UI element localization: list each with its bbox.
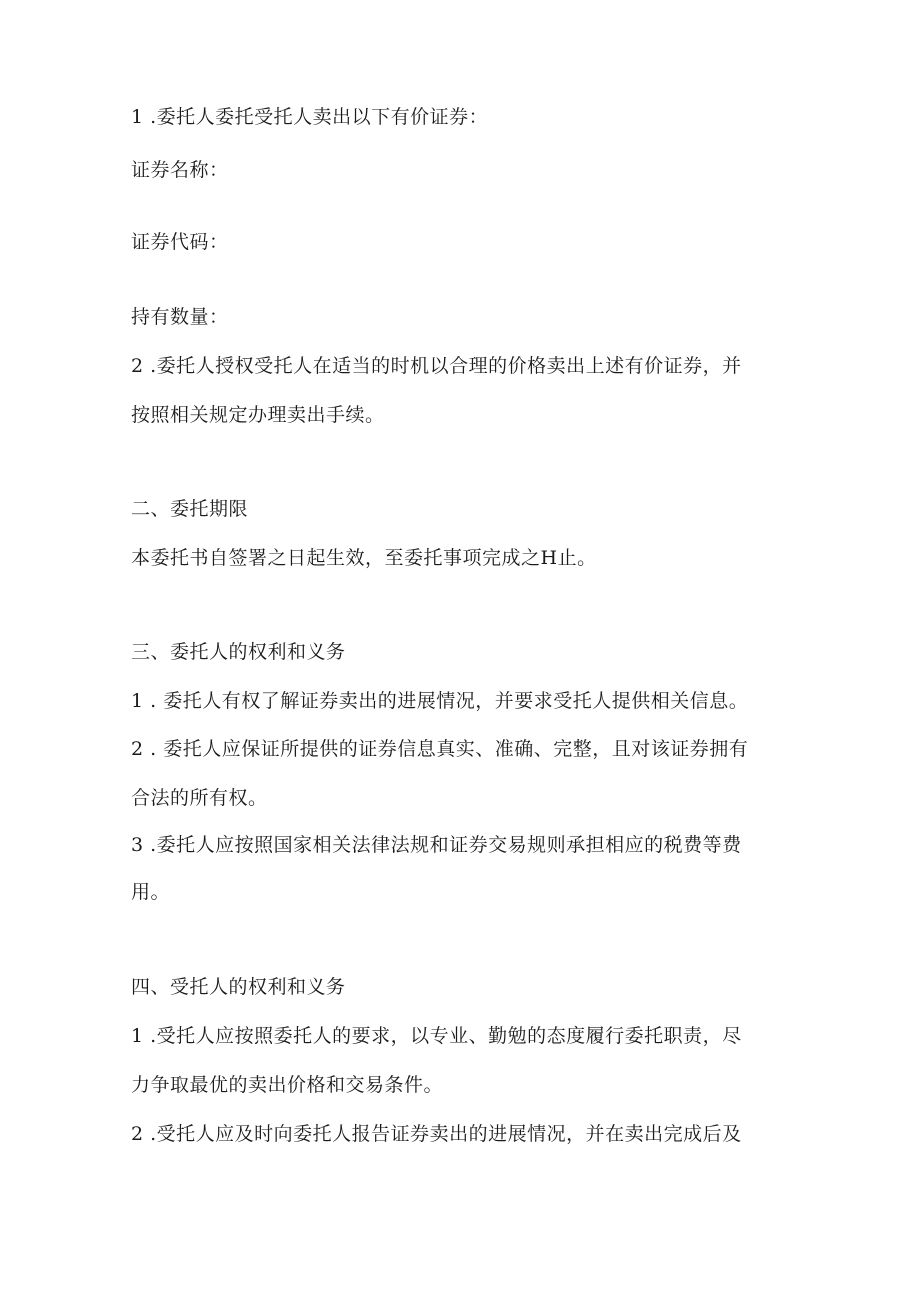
section4-heading: 四、受托人的权利和义务 [131,976,346,998]
section3-item2-line1: 2 . 委托人应保证所提供的证券信息真实、准确、完整，且对该证券拥有 [131,738,749,760]
section2-heading: 二、委托期限 [131,498,249,520]
section3-item1: 1 . 委托人有权了解证券卖出的进展情况，并要求受托人提供相关信息。 [131,690,749,712]
section4-item1-line2: 力争取最优的卖出价格和交易条件。 [131,1074,444,1096]
section1-item2-line2: 按照相关规定办理卖出手续。 [131,404,385,426]
field-security-code: 证券代码： [131,231,229,253]
section4-item1-line1: 1 .受托人应按照委托人的要求，以专业、勤勉的态度履行委托职责，尽 [131,1025,742,1047]
section3-item3-line2: 用。 [131,881,171,903]
section1-item2-line1: 2 .委托人授权受托人在适当的时机以合理的价格卖出上述有价证券，并 [131,355,742,377]
section3-item3-line1: 3 .委托人应按照国家相关法律法规和证券交易规则承担相应的税费等费 [131,834,742,856]
section3-heading: 三、委托人的权利和义务 [131,641,346,663]
field-holding-quantity: 持有数量： [131,306,229,328]
section3-item2-line2: 合法的所有权。 [131,787,268,809]
section1-item1: 1 .委托人委托受托人卖出以下有价证券： [131,106,489,128]
section4-item2-line1: 2 .受托人应及时向委托人报告证券卖出的进展情况，并在卖出完成后及 [131,1123,742,1145]
section2-text: 本委托书自签署之日起生效，至委托事项完成之H止。 [131,547,597,569]
field-security-name: 证券名称： [131,159,229,181]
